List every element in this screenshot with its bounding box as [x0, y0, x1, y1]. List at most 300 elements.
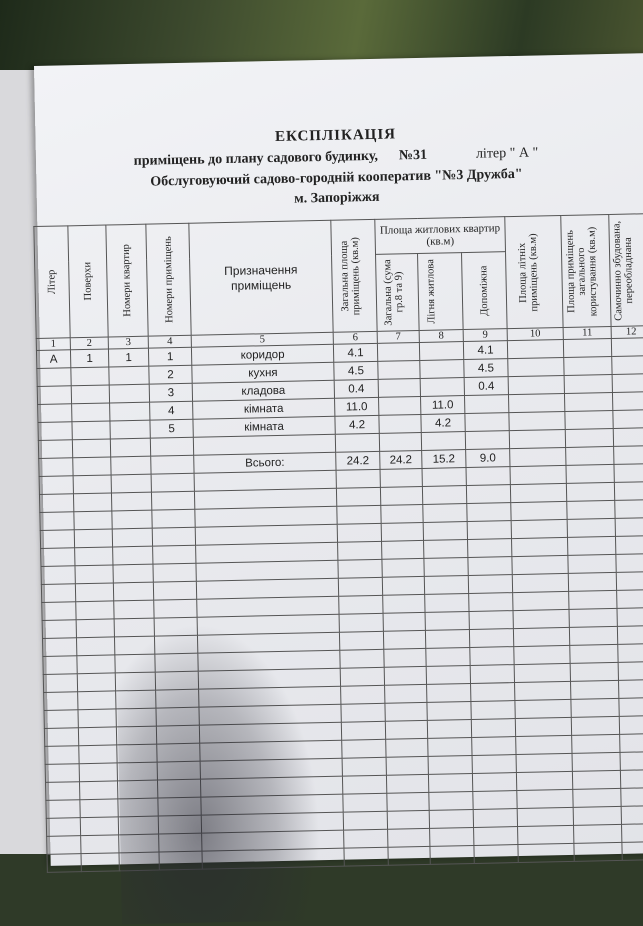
- empty-cell: [339, 631, 383, 650]
- empty-cell: [73, 457, 111, 476]
- cooperative-name: Обслуговуючий садово-городній кооператив "№3 Дружба": [150, 166, 523, 190]
- empty-cell: [517, 807, 573, 826]
- cell-living: 4.2: [421, 414, 465, 433]
- cell-total: 11.0: [335, 397, 379, 416]
- empty-cell: [567, 536, 615, 555]
- empty-cell: [341, 685, 385, 704]
- empty-cell: [424, 558, 468, 577]
- empty-cell: [573, 806, 621, 825]
- empty-cell: [151, 455, 194, 474]
- empty-cell: [43, 674, 77, 693]
- empty-cell: [621, 806, 643, 825]
- empty-cell: [379, 432, 421, 451]
- cell-aux: 4.1: [463, 341, 507, 360]
- cell-floor: [72, 403, 110, 422]
- empty-cell: [470, 647, 514, 666]
- empty-cell: [428, 755, 472, 774]
- empty-cell: [76, 601, 114, 620]
- cell-total: 0.4: [334, 379, 378, 398]
- empty-cell: [425, 594, 469, 613]
- empty-cell: [513, 627, 569, 646]
- empty-cell: [511, 501, 567, 520]
- cell-floor: 1: [70, 349, 108, 368]
- empty-cell: [154, 617, 197, 636]
- cell-floor: [71, 385, 109, 404]
- empty-cell: [39, 458, 73, 477]
- empty-cell: [567, 518, 615, 537]
- empty-cell: [384, 666, 426, 685]
- empty-cell: [513, 609, 569, 628]
- empty-cell: [380, 468, 422, 487]
- header-liter: Літер: [34, 226, 70, 339]
- empty-cell: [387, 810, 429, 829]
- empty-cell: [383, 612, 425, 631]
- empty-cell: [570, 662, 618, 681]
- cell-liter: А: [36, 350, 70, 369]
- empty-cell: [570, 644, 618, 663]
- empty-cell: [114, 600, 154, 619]
- empty-cell: [114, 618, 154, 637]
- cell-self-built: [612, 374, 643, 393]
- header-self-built: Самочинно збудована, переобладнана: [609, 214, 643, 327]
- empty-cell: [620, 770, 643, 789]
- empty-cell: [339, 595, 383, 614]
- empty-cell: [46, 800, 80, 819]
- empty-cell: [344, 847, 388, 866]
- header-living-living: Лігня житлова: [418, 253, 464, 331]
- empty-cell: [42, 638, 76, 657]
- empty-cell: [46, 818, 80, 837]
- empty-cell: [619, 698, 643, 717]
- empty-cell: [119, 834, 159, 853]
- total-label: Всього:: [194, 452, 336, 473]
- header-total-area: Загальна площа приміщень (кв.м): [331, 219, 377, 332]
- empty-cell: [382, 576, 424, 595]
- empty-cell: [571, 680, 619, 699]
- total-aux-sum: 9.0: [466, 449, 510, 468]
- empty-cell: [73, 493, 111, 512]
- liter-label: літер " А ": [475, 145, 539, 162]
- empty-cell: [111, 492, 151, 511]
- empty-cell: [473, 809, 517, 828]
- empty-cell: [568, 572, 616, 591]
- empty-cell: [574, 842, 622, 861]
- empty-cell: [513, 591, 569, 610]
- empty-cell: [41, 548, 75, 567]
- cell-self-built: [613, 410, 643, 429]
- empty-cell: [388, 828, 430, 847]
- empty-cell: [45, 764, 79, 783]
- cell-living-total: [379, 396, 421, 415]
- cell-apt: [109, 366, 149, 385]
- empty-cell: [467, 503, 511, 522]
- empty-cell: [47, 854, 81, 873]
- empty-cell: [77, 655, 115, 674]
- empty-cell: [150, 437, 193, 456]
- empty-cell: [158, 815, 201, 834]
- empty-cell: [72, 439, 110, 458]
- empty-cell: [468, 539, 512, 558]
- empty-cell: [617, 590, 643, 609]
- empty-cell: [342, 757, 386, 776]
- empty-cell: [517, 789, 573, 808]
- cell-apt: [110, 420, 150, 439]
- cell-common: [565, 410, 613, 429]
- document-title: ЕКСПЛІКАЦІЯ: [274, 126, 397, 145]
- cell-total: 4.1: [333, 343, 377, 362]
- empty-cell: [621, 788, 643, 807]
- empty-cell: [430, 827, 474, 846]
- cell-common: [564, 356, 612, 375]
- empty-cell: [426, 648, 470, 667]
- empty-cell: [114, 636, 154, 655]
- empty-cell: [79, 745, 117, 764]
- cell-living-total: [377, 342, 419, 361]
- empty-cell: [514, 645, 570, 664]
- empty-cell: [385, 702, 427, 721]
- empty-cell: [157, 779, 200, 798]
- empty-cell: [113, 564, 153, 583]
- empty-cell: [429, 809, 473, 828]
- empty-cell: [617, 608, 643, 627]
- empty-cell: [516, 771, 572, 790]
- cell-liter: [37, 368, 71, 387]
- empty-cell: [567, 500, 615, 519]
- empty-cell: [386, 738, 428, 757]
- empty-cell: [342, 739, 386, 758]
- empty-cell: [81, 853, 119, 872]
- empty-cell: [113, 546, 153, 565]
- empty-cell: [336, 469, 380, 488]
- empty-cell: [79, 781, 117, 800]
- empty-cell: [344, 829, 388, 848]
- empty-cell: [40, 530, 74, 549]
- empty-cell: [113, 582, 153, 601]
- empty-cell: [516, 735, 572, 754]
- cell-apt: 1: [108, 348, 148, 367]
- empty-cell: [342, 775, 386, 794]
- empty-cell: [571, 698, 619, 717]
- empty-cell: [117, 762, 157, 781]
- header-summer-area: Площа літніх приміщень (кв.м): [505, 216, 563, 329]
- empty-cell: [78, 727, 116, 746]
- empty-cell: [44, 728, 78, 747]
- empty-cell: [155, 671, 198, 690]
- empty-cell: [340, 667, 384, 686]
- empty-cell: [616, 572, 643, 591]
- empty-cell: [427, 719, 471, 738]
- empty-cell: [468, 557, 512, 576]
- empty-cell: [112, 528, 152, 547]
- empty-cell: [154, 635, 197, 654]
- empty-cell: [510, 465, 566, 484]
- cell-purpose: кімната: [193, 416, 335, 437]
- cell-total: 4.5: [334, 361, 378, 380]
- document-page: [34, 53, 643, 866]
- empty-cell: [381, 522, 423, 541]
- empty-cell: [341, 721, 385, 740]
- empty-cell: [425, 630, 469, 649]
- empty-cell: [471, 683, 515, 702]
- empty-cell: [380, 486, 422, 505]
- empty-cell: [422, 486, 466, 505]
- empty-cell: [620, 752, 643, 771]
- empty-cell: [341, 703, 385, 722]
- empty-cell: [116, 726, 156, 745]
- empty-cell: [618, 644, 643, 663]
- empty-cell: [566, 464, 614, 483]
- empty-cell: [613, 428, 643, 447]
- cell-living-total: [378, 378, 420, 397]
- empty-cell: [383, 630, 425, 649]
- empty-cell: [425, 612, 469, 631]
- empty-cell: [118, 816, 158, 835]
- empty-cell: [151, 491, 194, 510]
- empty-cell: [516, 753, 572, 772]
- empty-cell: [615, 536, 643, 555]
- empty-cell: [80, 799, 118, 818]
- empty-cell: [430, 845, 474, 864]
- empty-cell: [153, 545, 196, 564]
- empty-cell: [471, 719, 515, 738]
- empty-cell: [386, 774, 428, 793]
- empty-cell: [73, 475, 111, 494]
- empty-cell: [565, 428, 613, 447]
- empty-cell: [614, 482, 643, 501]
- header-living-aux: Допоміжна: [462, 252, 508, 330]
- empty-cell: [622, 842, 643, 861]
- empty-cell: [152, 527, 195, 546]
- empty-cell: [42, 602, 76, 621]
- empty-cell: [510, 483, 566, 502]
- cell-living-total: [379, 414, 421, 433]
- empty-cell: [75, 583, 113, 602]
- empty-cell: [111, 474, 151, 493]
- empty-cell: [158, 797, 201, 816]
- empty-cell: [572, 770, 620, 789]
- cell-aux: [465, 413, 509, 432]
- cell-common: [564, 392, 612, 411]
- empty-cell: [76, 637, 114, 656]
- empty-cell: [510, 447, 566, 466]
- empty-cell: [614, 446, 643, 465]
- empty-cell: [573, 788, 621, 807]
- empty-cell: [340, 649, 384, 668]
- empty-cell: [44, 710, 78, 729]
- empty-cell: [465, 431, 509, 450]
- cell-room: 1: [148, 347, 191, 366]
- cell-total: 4.2: [335, 415, 379, 434]
- empty-cell: [616, 554, 643, 573]
- empty-cell: [572, 752, 620, 771]
- empty-cell: [518, 843, 574, 862]
- empty-cell: [470, 665, 514, 684]
- empty-cell: [622, 824, 643, 843]
- header-floors: Поверхи: [68, 225, 108, 338]
- empty-cell: [41, 566, 75, 585]
- empty-cell: [75, 547, 113, 566]
- total-living-sum: 15.2: [422, 450, 466, 469]
- empty-cell: [515, 681, 571, 700]
- cell-aux: [464, 395, 508, 414]
- empty-cell: [472, 773, 516, 792]
- empty-cell: [337, 505, 381, 524]
- empty-cell: [466, 485, 510, 504]
- empty-cell: [468, 575, 512, 594]
- empty-cell: [614, 464, 643, 483]
- header-apt-numbers: Номери квартир: [106, 224, 148, 337]
- empty-cell: [617, 626, 643, 645]
- empty-cell: [473, 791, 517, 810]
- empty-cell: [509, 429, 565, 448]
- empty-cell: [469, 629, 513, 648]
- cell-self-built: [612, 356, 643, 375]
- empty-cell: [47, 836, 81, 855]
- empty-cell: [115, 654, 155, 673]
- empty-cell: [619, 716, 643, 735]
- cell-floor: [71, 367, 109, 386]
- empty-cell: [422, 468, 466, 487]
- empty-cell: [336, 487, 380, 506]
- cell-purpose: кухня: [192, 362, 334, 383]
- empty-cell: [472, 737, 516, 756]
- cell-summer: [509, 411, 565, 430]
- empty-cell: [385, 720, 427, 739]
- empty-cell: [618, 680, 643, 699]
- empty-cell: [335, 433, 379, 452]
- empty-cell: [343, 811, 387, 830]
- empty-cell: [518, 825, 574, 844]
- cell-room: 2: [149, 365, 192, 384]
- header-room-numbers: Номери приміщень: [146, 223, 191, 336]
- cell-common: [564, 374, 612, 393]
- empty-cell: [421, 432, 465, 451]
- empty-cell: [383, 594, 425, 613]
- empty-cell: [471, 701, 515, 720]
- empty-cell: [572, 734, 620, 753]
- empty-cell: [428, 773, 472, 792]
- empty-cell: [569, 590, 617, 609]
- empty-cell: [156, 707, 199, 726]
- empty-cell: [514, 663, 570, 682]
- empty-cell: [338, 559, 382, 578]
- cell-living: 11.0: [421, 396, 465, 415]
- empty-cell: [46, 782, 80, 801]
- cell-living: [420, 360, 464, 379]
- cell-aux: 0.4: [464, 377, 508, 396]
- explication-table: [33, 213, 643, 873]
- empty-cell: [74, 529, 112, 548]
- empty-cell: [202, 848, 344, 869]
- cell-liter: [38, 404, 72, 423]
- header-common-area: Площа приміщень загального користування (кв.м): [561, 214, 611, 327]
- empty-cell: [388, 846, 430, 865]
- empty-cell: [41, 584, 75, 603]
- empty-cell: [77, 673, 115, 692]
- empty-cell: [424, 540, 468, 559]
- cell-apt: [110, 402, 150, 421]
- empty-cell: [569, 608, 617, 627]
- empty-cell: [78, 691, 116, 710]
- empty-cell: [45, 746, 79, 765]
- empty-cell: [386, 756, 428, 775]
- empty-cell: [81, 835, 119, 854]
- cell-liter: [38, 422, 72, 441]
- empty-cell: [117, 780, 157, 799]
- empty-cell: [337, 523, 381, 542]
- empty-cell: [157, 743, 200, 762]
- empty-cell: [566, 482, 614, 501]
- empty-cell: [618, 662, 643, 681]
- cell-aux: 4.5: [464, 359, 508, 378]
- cell-apt: [109, 384, 149, 403]
- empty-cell: [381, 504, 423, 523]
- cell-self-built: [611, 338, 643, 357]
- empty-cell: [426, 665, 470, 684]
- empty-cell: [118, 798, 158, 817]
- cell-purpose: коридор: [191, 344, 333, 365]
- cell-summer: [508, 375, 564, 394]
- city-name: м. Запоріжжя: [293, 189, 380, 207]
- cell-room: 4: [150, 401, 193, 420]
- empty-cell: [74, 511, 112, 530]
- cell-living-total: [378, 360, 420, 379]
- empty-cell: [80, 817, 118, 836]
- empty-cell: [474, 827, 518, 846]
- header-purpose: Призначення приміщень: [189, 220, 333, 335]
- cell-summer: [508, 357, 564, 376]
- empty-cell: [116, 708, 156, 727]
- empty-cell: [76, 619, 114, 638]
- cell-liter: [37, 386, 71, 405]
- empty-cell: [429, 791, 473, 810]
- empty-cell: [568, 554, 616, 573]
- empty-cell: [515, 717, 571, 736]
- empty-cell: [382, 558, 424, 577]
- empty-cell: [467, 521, 511, 540]
- empty-cell: [515, 699, 571, 718]
- empty-cell: [112, 510, 152, 529]
- empty-cell: [75, 565, 113, 584]
- empty-cell: [566, 446, 614, 465]
- empty-cell: [39, 476, 73, 495]
- empty-cell: [469, 593, 513, 612]
- empty-cell: [423, 504, 467, 523]
- empty-cell: [38, 440, 72, 459]
- cell-room: 5: [150, 419, 193, 438]
- empty-cell: [78, 709, 116, 728]
- empty-cell: [159, 833, 202, 852]
- empty-cell: [115, 672, 155, 691]
- total-area-sum: 24.2: [336, 451, 380, 470]
- empty-cell: [111, 456, 151, 475]
- subtitle-text: приміщень до плану садового будинку,: [133, 148, 379, 169]
- cell-room: 3: [149, 383, 192, 402]
- empty-cell: [472, 755, 516, 774]
- house-number: №31: [398, 147, 428, 164]
- empty-cell: [338, 577, 382, 596]
- empty-cell: [385, 684, 427, 703]
- empty-cell: [110, 438, 150, 457]
- cell-purpose: кладова: [192, 380, 334, 401]
- empty-cell: [116, 690, 156, 709]
- empty-cell: [156, 689, 199, 708]
- empty-cell: [43, 656, 77, 675]
- header-living-total: Загальна (сума гр.8 та 9): [376, 254, 420, 332]
- empty-cell: [338, 541, 382, 560]
- empty-cell: [427, 683, 471, 702]
- empty-cell: [151, 473, 194, 492]
